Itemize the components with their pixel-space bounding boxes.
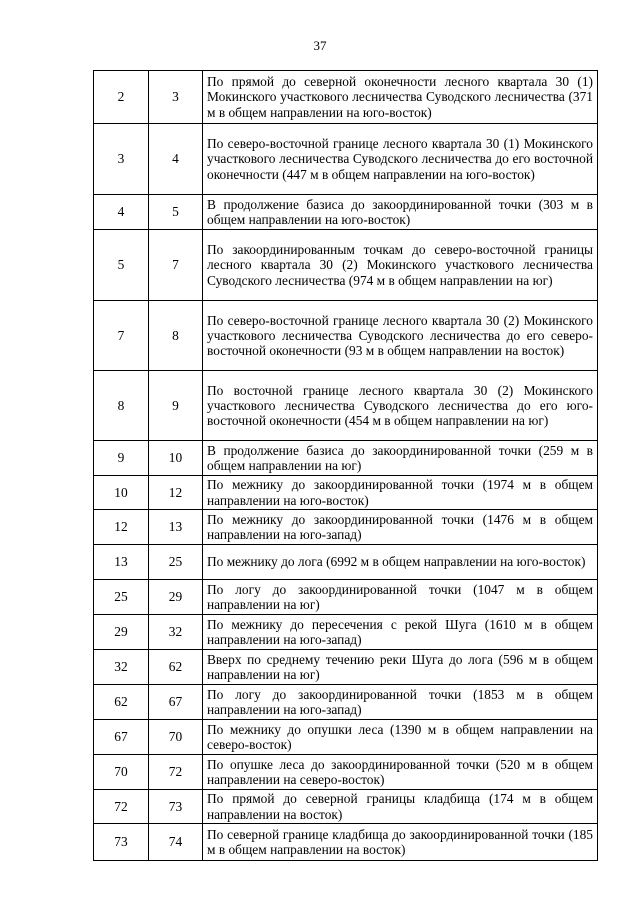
table-row [94,790,598,824]
from-point-cell: 8 [94,371,149,441]
table-row [94,301,598,371]
table-row [94,755,598,790]
table-row [94,124,598,195]
from-point-cell: 7 [94,301,149,371]
to-point-cell: 7 [149,230,203,301]
description-cell: По прямой до северной границы кладбища (174 м в общем направлении на восток) [203,790,598,824]
table-body [94,71,598,861]
description-cell: По прямой до северной оконечности лесного квартала 30 (1) Мокинского участкового лесничества Суводского лесничества (371 м в общем направлении на юго-восток) [203,71,598,124]
table-row [94,71,598,124]
table-row [94,371,598,441]
from-point-cell: 25 [94,580,149,615]
description-cell: По северо-восточной границе лесного квартала 30 (1) Мокинского участкового лесничества Суводского лесничества до его восточной оконечности (447 м в общем направлении на юго-восток) [203,124,598,195]
description-cell: По межнику до закоординированной точки (1974 м в общем направлении на юго-восток) [203,476,598,510]
table-row [94,580,598,615]
table-row [94,195,598,230]
from-point-cell: 12 [94,510,149,545]
from-point-cell: 73 [94,824,149,861]
from-point-cell: 10 [94,476,149,510]
to-point-cell: 70 [149,720,203,755]
description-cell: По закоординированным точкам до северо-восточной границы лесного квартала 30 (2) Мокинского участкового лесничества Суводского лесничества (974 м в общем направлении на юг) [203,230,598,301]
description-cell: По межнику до лога (6992 м в общем направлении на юго-восток) [203,545,598,580]
to-point-cell: 67 [149,685,203,720]
description-cell: По восточной границе лесного квартала 30 (2) Мокинского участкового лесничества Суводского лесничества до его юго-восточной оконечности (454 м в общем направлении на юг) [203,371,598,441]
description-cell: По межнику до пересечения с рекой Шуга (1610 м в общем направлении на юго-запад) [203,615,598,650]
table-row [94,545,598,580]
from-point-cell: 72 [94,790,149,824]
table-row [94,650,598,685]
to-point-cell: 5 [149,195,203,230]
table-row [94,824,598,861]
from-point-cell: 62 [94,685,149,720]
from-point-cell: 67 [94,720,149,755]
to-point-cell: 10 [149,441,203,476]
description-cell: По логу до закоординированной точки (1853 м в общем направлении на юго-запад) [203,685,598,720]
to-point-cell: 32 [149,615,203,650]
from-point-cell: 70 [94,755,149,790]
page-number: 37 [313,38,327,53]
to-point-cell: 29 [149,580,203,615]
table-row [94,615,598,650]
to-point-cell: 62 [149,650,203,685]
from-point-cell: 9 [94,441,149,476]
from-point-cell: 29 [94,615,149,650]
description-cell: В продолжение базиса до закоординированной точки (259 м в общем направлении на юг) [203,441,598,476]
boundary-description-table [93,70,598,861]
from-point-cell: 13 [94,545,149,580]
to-point-cell: 25 [149,545,203,580]
description-cell: По межнику до опушки леса (1390 м в общем направлении на северо-восток) [203,720,598,755]
description-cell: По северной границе кладбища до закоординированной точки (185 м в общем направлении на восток) [203,824,598,861]
description-cell: По опушке леса до закоординированной точки (520 м в общем направлении на северо-восток) [203,755,598,790]
from-point-cell: 3 [94,124,149,195]
table-row [94,510,598,545]
to-point-cell: 72 [149,755,203,790]
to-point-cell: 74 [149,824,203,861]
to-point-cell: 8 [149,301,203,371]
description-cell: В продолжение базиса до закоординированной точки (303 м в общем направлении на юго-восток) [203,195,598,230]
table-row [94,476,598,510]
from-point-cell: 5 [94,230,149,301]
to-point-cell: 12 [149,476,203,510]
table-row [94,685,598,720]
table-row [94,441,598,476]
description-cell: Вверх по среднему течению реки Шуга до лога (596 м в общем направлении на юг) [203,650,598,685]
from-point-cell: 4 [94,195,149,230]
from-point-cell: 2 [94,71,149,124]
to-point-cell: 9 [149,371,203,441]
table-row [94,720,598,755]
description-cell: По логу до закоординированной точки (1047 м в общем направлении на юг) [203,580,598,615]
to-point-cell: 3 [149,71,203,124]
to-point-cell: 4 [149,124,203,195]
to-point-cell: 13 [149,510,203,545]
description-cell: По межнику до закоординированной точки (1476 м в общем направлении на юго-запад) [203,510,598,545]
description-cell: По северо-восточной границе лесного квартала 30 (2) Мокинского участкового лесничества Суводского лесничества до его северо-восточной оконечности (93 м в общем направлении на восток) [203,301,598,371]
from-point-cell: 32 [94,650,149,685]
to-point-cell: 73 [149,790,203,824]
table-row [94,230,598,301]
